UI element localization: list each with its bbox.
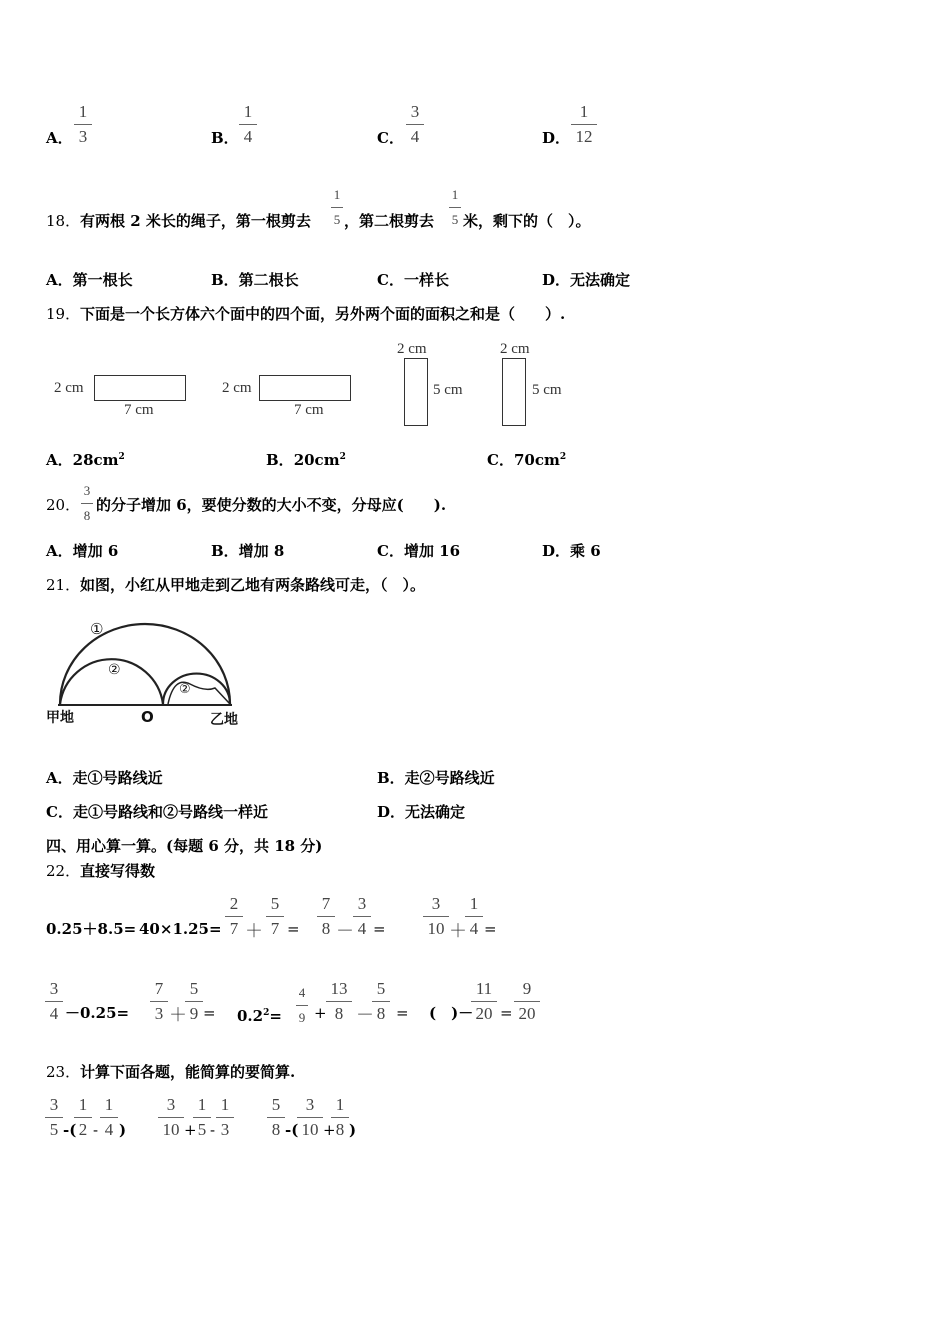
q23-e1-close: ) xyxy=(119,1121,127,1139)
q19-number: 19． xyxy=(46,305,81,323)
route-2-wave xyxy=(168,682,230,704)
q22-number: 22． xyxy=(46,862,81,880)
q22-r2-e4-op1: + xyxy=(314,1004,327,1022)
q22-r2-e5-eq: = xyxy=(500,1004,513,1022)
rect4-top-label: 2 cm xyxy=(500,341,530,357)
q23-e3-frac-b: 3 10 xyxy=(295,1095,325,1140)
q20-text: 的分子增加 6，要使分数的大小不变，分母应( ). xyxy=(96,496,447,514)
q19-option-a: A．$28cm^2$ xyxy=(46,451,125,469)
q22-r2-e2-frac-b: 5 9 xyxy=(183,979,205,1024)
q23-e2-frac-a: 3 10 xyxy=(156,1095,186,1140)
rect3-side-label: 5 cm xyxy=(433,382,463,398)
q17-option-a-label: A． xyxy=(46,129,73,147)
q17-option-b-label: B． xyxy=(211,129,239,147)
q22-r2-e4-op2: － xyxy=(356,1005,374,1025)
q23-e3-op2: + xyxy=(323,1121,336,1139)
q23-e1-frac-b: 1 2 xyxy=(72,1095,94,1140)
rect2-side-label: 2 cm xyxy=(222,380,252,396)
rect4-side-label: 5 cm xyxy=(532,382,562,398)
q21-option-d: D．无法确定 xyxy=(377,803,466,821)
q21-number: 21． xyxy=(46,576,81,594)
q19-text: 下面是一个长方体六个面中的四个面，另外两个面的面积之和是（ ）. xyxy=(80,305,566,323)
q23-e1-op2: - xyxy=(93,1121,99,1139)
rect3-top-label: 2 cm xyxy=(397,341,427,357)
q17-option-c-label: C． xyxy=(377,129,404,147)
q22-r2-e1-rest: －0.25= xyxy=(65,1004,130,1022)
q23-e2-frac-b: 1 5 xyxy=(191,1095,213,1140)
route-1-label: ① xyxy=(90,620,104,638)
route-2-label: ② xyxy=(108,662,121,678)
q22-r2-e2-op: ＋ xyxy=(169,1005,187,1025)
q22-title: 直接写得数 xyxy=(80,862,156,880)
q22-r2-e5-frac-b: 9 20 xyxy=(512,979,542,1024)
q23-e1-frac-c: 1 4 xyxy=(98,1095,120,1140)
q19-option-c: C．$70cm^2$ xyxy=(487,451,567,469)
q23-e3-close: ) xyxy=(349,1121,357,1139)
rect1-side-label: 2 cm xyxy=(54,380,84,396)
q22-r2-e5-blank: ( )－ xyxy=(429,1004,474,1022)
q23-e2-op1: + xyxy=(184,1121,197,1139)
q17-option-d-label: D． xyxy=(542,129,571,147)
q23-e3-frac-c: 1 8 xyxy=(329,1095,351,1140)
q21-option-a: A．走①号路线近 xyxy=(46,769,163,787)
q23-e1-op1: -( xyxy=(63,1121,77,1139)
q23-e3-frac-a: 5 8 xyxy=(265,1095,287,1140)
start-label: 甲地 xyxy=(46,710,74,726)
q22-r1-e5-frac-a: 3 10 xyxy=(421,894,451,939)
q23-e2-frac-c: 1 3 xyxy=(214,1095,236,1140)
q18-number: 18． xyxy=(46,212,81,230)
rect3 xyxy=(404,358,428,426)
q20-fraction: 3 8 xyxy=(79,481,95,526)
q22-r1-e5-op: ＋ xyxy=(449,921,467,941)
q22-r2-e2-eq: = xyxy=(203,1004,216,1022)
q21-option-b: B．走②号路线近 xyxy=(377,769,495,787)
q22-r2-e4-frac-b: 13 8 xyxy=(324,979,354,1024)
q18-text-part3: 米，剩下的（ ）。 xyxy=(463,212,591,230)
q19-option-b: B．$20cm^2$ xyxy=(266,451,346,469)
q17-option-a-fraction: 1 3 xyxy=(72,102,94,147)
route-2b-label: ② xyxy=(179,682,191,697)
q23-e2-op2: - xyxy=(210,1121,216,1139)
q18-option-c: C．一样长 xyxy=(377,271,449,289)
q22-r1-e3-frac-a: 2 7 xyxy=(223,894,245,939)
q18-option-b: B．第二根长 xyxy=(211,271,299,289)
q22-r2-e1-frac: 3 4 xyxy=(43,979,65,1024)
q22-r1-e3-frac-b: 5 7 xyxy=(264,894,286,939)
q22-r1-e5-eq: = xyxy=(484,920,497,938)
q20-option-b: B．增加 8 xyxy=(211,542,285,560)
q22-r1-e4-eq: = xyxy=(373,920,386,938)
q20-option-a: A．增加 6 xyxy=(46,542,119,560)
q22-r2-e5-frac-a: 11 20 xyxy=(469,979,499,1024)
q17-option-c-fraction: 3 4 xyxy=(404,102,426,147)
q22-r1-e4-op: － xyxy=(336,921,354,941)
end-label: 乙地 xyxy=(210,712,238,728)
rect2-bottom-label: 7 cm xyxy=(294,402,324,418)
q22-r1-e5-frac-b: 1 4 xyxy=(463,894,485,939)
q18-option-d: D．无法确定 xyxy=(542,271,631,289)
rect4 xyxy=(502,358,526,426)
q17-option-d-fraction: 1 12 xyxy=(569,102,599,147)
q23-e1-frac-a: 3 5 xyxy=(43,1095,65,1140)
q20-option-c: C．增加 16 xyxy=(377,542,461,560)
q22-r2-e4-eq: = xyxy=(396,1004,409,1022)
q20-option-d: D．乘 6 xyxy=(542,542,601,560)
q23-title: 计算下面各题，能简算的要简算. xyxy=(80,1063,296,1081)
q18-fraction-1: 1 5 xyxy=(329,185,345,230)
q18-text-part2: ，第二根剪去 xyxy=(344,212,435,230)
rect2 xyxy=(259,375,351,401)
q23-e3-op1: -( xyxy=(285,1121,299,1139)
q22-r1-e3-op: ＋ xyxy=(245,921,263,941)
center-label: O xyxy=(141,708,154,726)
q21-text: 如图，小红从甲地走到乙地有两条路线可走，（ ）。 xyxy=(80,576,426,594)
route-1-arc xyxy=(60,624,230,704)
q21-route-diagram xyxy=(40,612,260,737)
section-4-heading: 四、用心算一算。(每题 6 分，共 18 分) xyxy=(46,837,323,855)
q23-number: 23． xyxy=(46,1063,81,1081)
q22-r1-e3-eq: = xyxy=(287,920,300,938)
q20-number: 20． xyxy=(46,496,81,514)
q22-r1-e4-frac-a: 7 8 xyxy=(315,894,337,939)
q22-r1-e4-frac-b: 3 4 xyxy=(351,894,373,939)
q22-r2-e4-frac-c: 5 8 xyxy=(370,979,392,1024)
q18-text-part1: 有两根 2 米长的绳子，第一根剪去 xyxy=(80,212,311,230)
q22-r1-expr2: 40×1.25= xyxy=(139,920,222,938)
q22-r1-expr1: 0.25＋8.5= xyxy=(46,920,137,938)
q22-r2-e2-frac-a: 7 3 xyxy=(148,979,170,1024)
rect1 xyxy=(94,375,186,401)
rect1-bottom-label: 7 cm xyxy=(124,402,154,418)
q17-option-b-fraction: 1 4 xyxy=(237,102,259,147)
q22-r2-e4-frac-a: 4 9 xyxy=(294,983,310,1028)
q21-option-c: C．走①号路线和②号路线一样近 xyxy=(46,803,268,821)
q18-fraction-2: 1 5 xyxy=(447,185,463,230)
q22-r2-expr3: $0.2^2=$ xyxy=(237,1007,282,1025)
q18-option-a: A．第一根长 xyxy=(46,271,133,289)
